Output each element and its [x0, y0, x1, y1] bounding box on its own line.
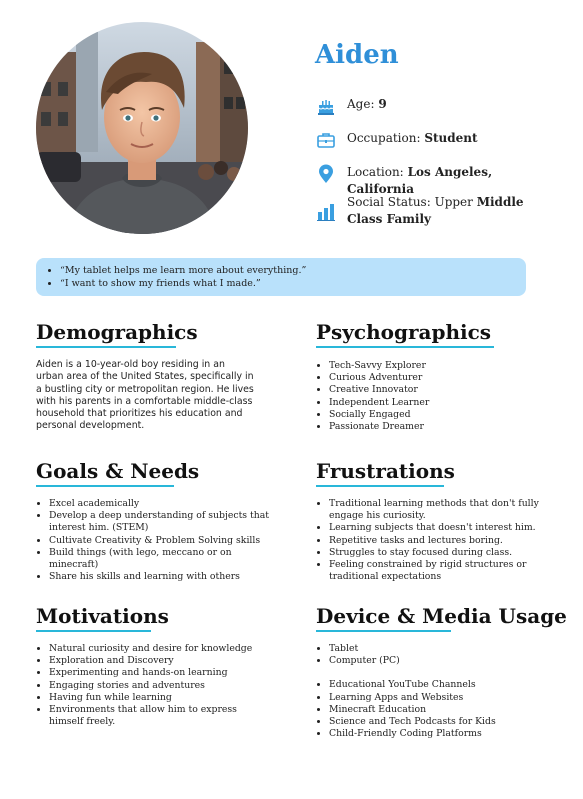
list-item: • Tablet [329, 643, 559, 655]
list-item: • Tech-Savvy Explorer [329, 360, 559, 372]
list-item: • Engaging stories and adventures [49, 680, 271, 692]
location-label: Location: [347, 165, 404, 179]
list-item: • Independent Learner [329, 397, 559, 409]
quote-box [36, 258, 526, 296]
psychographics-underline [316, 346, 494, 348]
age-label: Age: [347, 97, 375, 111]
social-status-row [316, 194, 556, 228]
list-item: • Develop a deep understanding of subjects that interest him. (STEM) [49, 510, 271, 534]
occupation-value: Student [424, 131, 478, 145]
frustrations-underline [316, 485, 444, 487]
psychographics-list [316, 360, 559, 433]
list-item: • Repetitive tasks and lectures boring. [329, 535, 551, 547]
motivations-title: Motivations [36, 604, 169, 628]
list-item: • Science and Tech Podcasts for Kids [329, 716, 559, 728]
list-item: • Traditional learning methods that don't fully engage his curiosity. [329, 498, 551, 522]
demographics-text: Aiden is a 10-year-old boy residing in an urban area of the United States, specifically in a bustling city or metropolitan region. He lives with his parents in a comfortable middle-class household that prioritizes his education and personal development. [36, 359, 254, 432]
age-row [316, 96, 556, 116]
list-item: • Having fun while learning [49, 692, 271, 704]
persona-name: Aiden [315, 40, 399, 70]
list-item: • Minecraft Education [329, 704, 559, 716]
list-item: • Struggles to stay focused during class. [329, 547, 551, 559]
demographics-underline [36, 346, 176, 348]
frustrations-list [316, 498, 551, 583]
demographics-title: Demographics [36, 320, 198, 344]
list-item: • Experimenting and hands-on learning [49, 667, 271, 679]
location-row [316, 164, 556, 198]
occupation-row [316, 130, 556, 150]
list-item: • Learning subjects that doesn't interest him. [329, 522, 551, 534]
goals-title: Goals & Needs [36, 459, 200, 483]
list-item: • Computer (PC) [329, 655, 559, 667]
devices-title: Device & Media Usage [316, 604, 567, 628]
list-item: • Feeling constrained by rigid structures or traditional expectations [329, 559, 551, 583]
devices-underline [316, 630, 451, 632]
motivations-underline [36, 630, 151, 632]
occupation-label: Occupation: [347, 131, 421, 145]
devices-list [316, 643, 559, 740]
list-item: • Environments that allow him to express himself freely. [49, 704, 271, 728]
bar-chart-icon [316, 202, 336, 222]
location-pin-icon [316, 164, 336, 184]
briefcase-icon [316, 130, 336, 150]
goals-underline [36, 485, 174, 487]
list-item: • Socially Engaged [329, 409, 559, 421]
social-status-value: Middle Class Family [347, 195, 524, 226]
motivations-list [36, 643, 271, 728]
list-item: • Passionate Dreamer [329, 421, 559, 433]
list-item: • Learning Apps and Websites [329, 692, 559, 704]
location-value: Los Angeles, California [347, 165, 493, 196]
list-item: • Build things (with lego, meccano or on minecraft) [49, 547, 271, 571]
frustrations-title: Frustrations [316, 459, 455, 483]
goals-list [36, 498, 271, 583]
list-item: • Curious Adventurer [329, 372, 559, 384]
age-value: 9 [378, 97, 387, 111]
persona-photo [36, 22, 248, 234]
list-item: • Natural curiosity and desire for knowledge [49, 643, 271, 655]
list-item: • Creative Innovator [329, 384, 559, 396]
cake-icon [316, 96, 336, 116]
psychographics-title: Psychographics [316, 320, 492, 344]
list-item: • Cultivate Creativity & Problem Solving skills [49, 535, 271, 547]
quote-item: • “I want to show my friends what I made.” [60, 277, 526, 290]
list-item: • Share his skills and learning with others [49, 571, 271, 583]
list-item: • Excel academically [49, 498, 271, 510]
quote-item: • “My tablet helps me learn more about everything.” [60, 264, 526, 277]
list-item: • Educational YouTube Channels [329, 679, 559, 691]
list-item: • Exploration and Discovery [49, 655, 271, 667]
list-item: • Child-Friendly Coding Platforms [329, 728, 559, 740]
social-status-label: Social Status: Upper [347, 195, 473, 209]
quote-list [36, 258, 526, 290]
